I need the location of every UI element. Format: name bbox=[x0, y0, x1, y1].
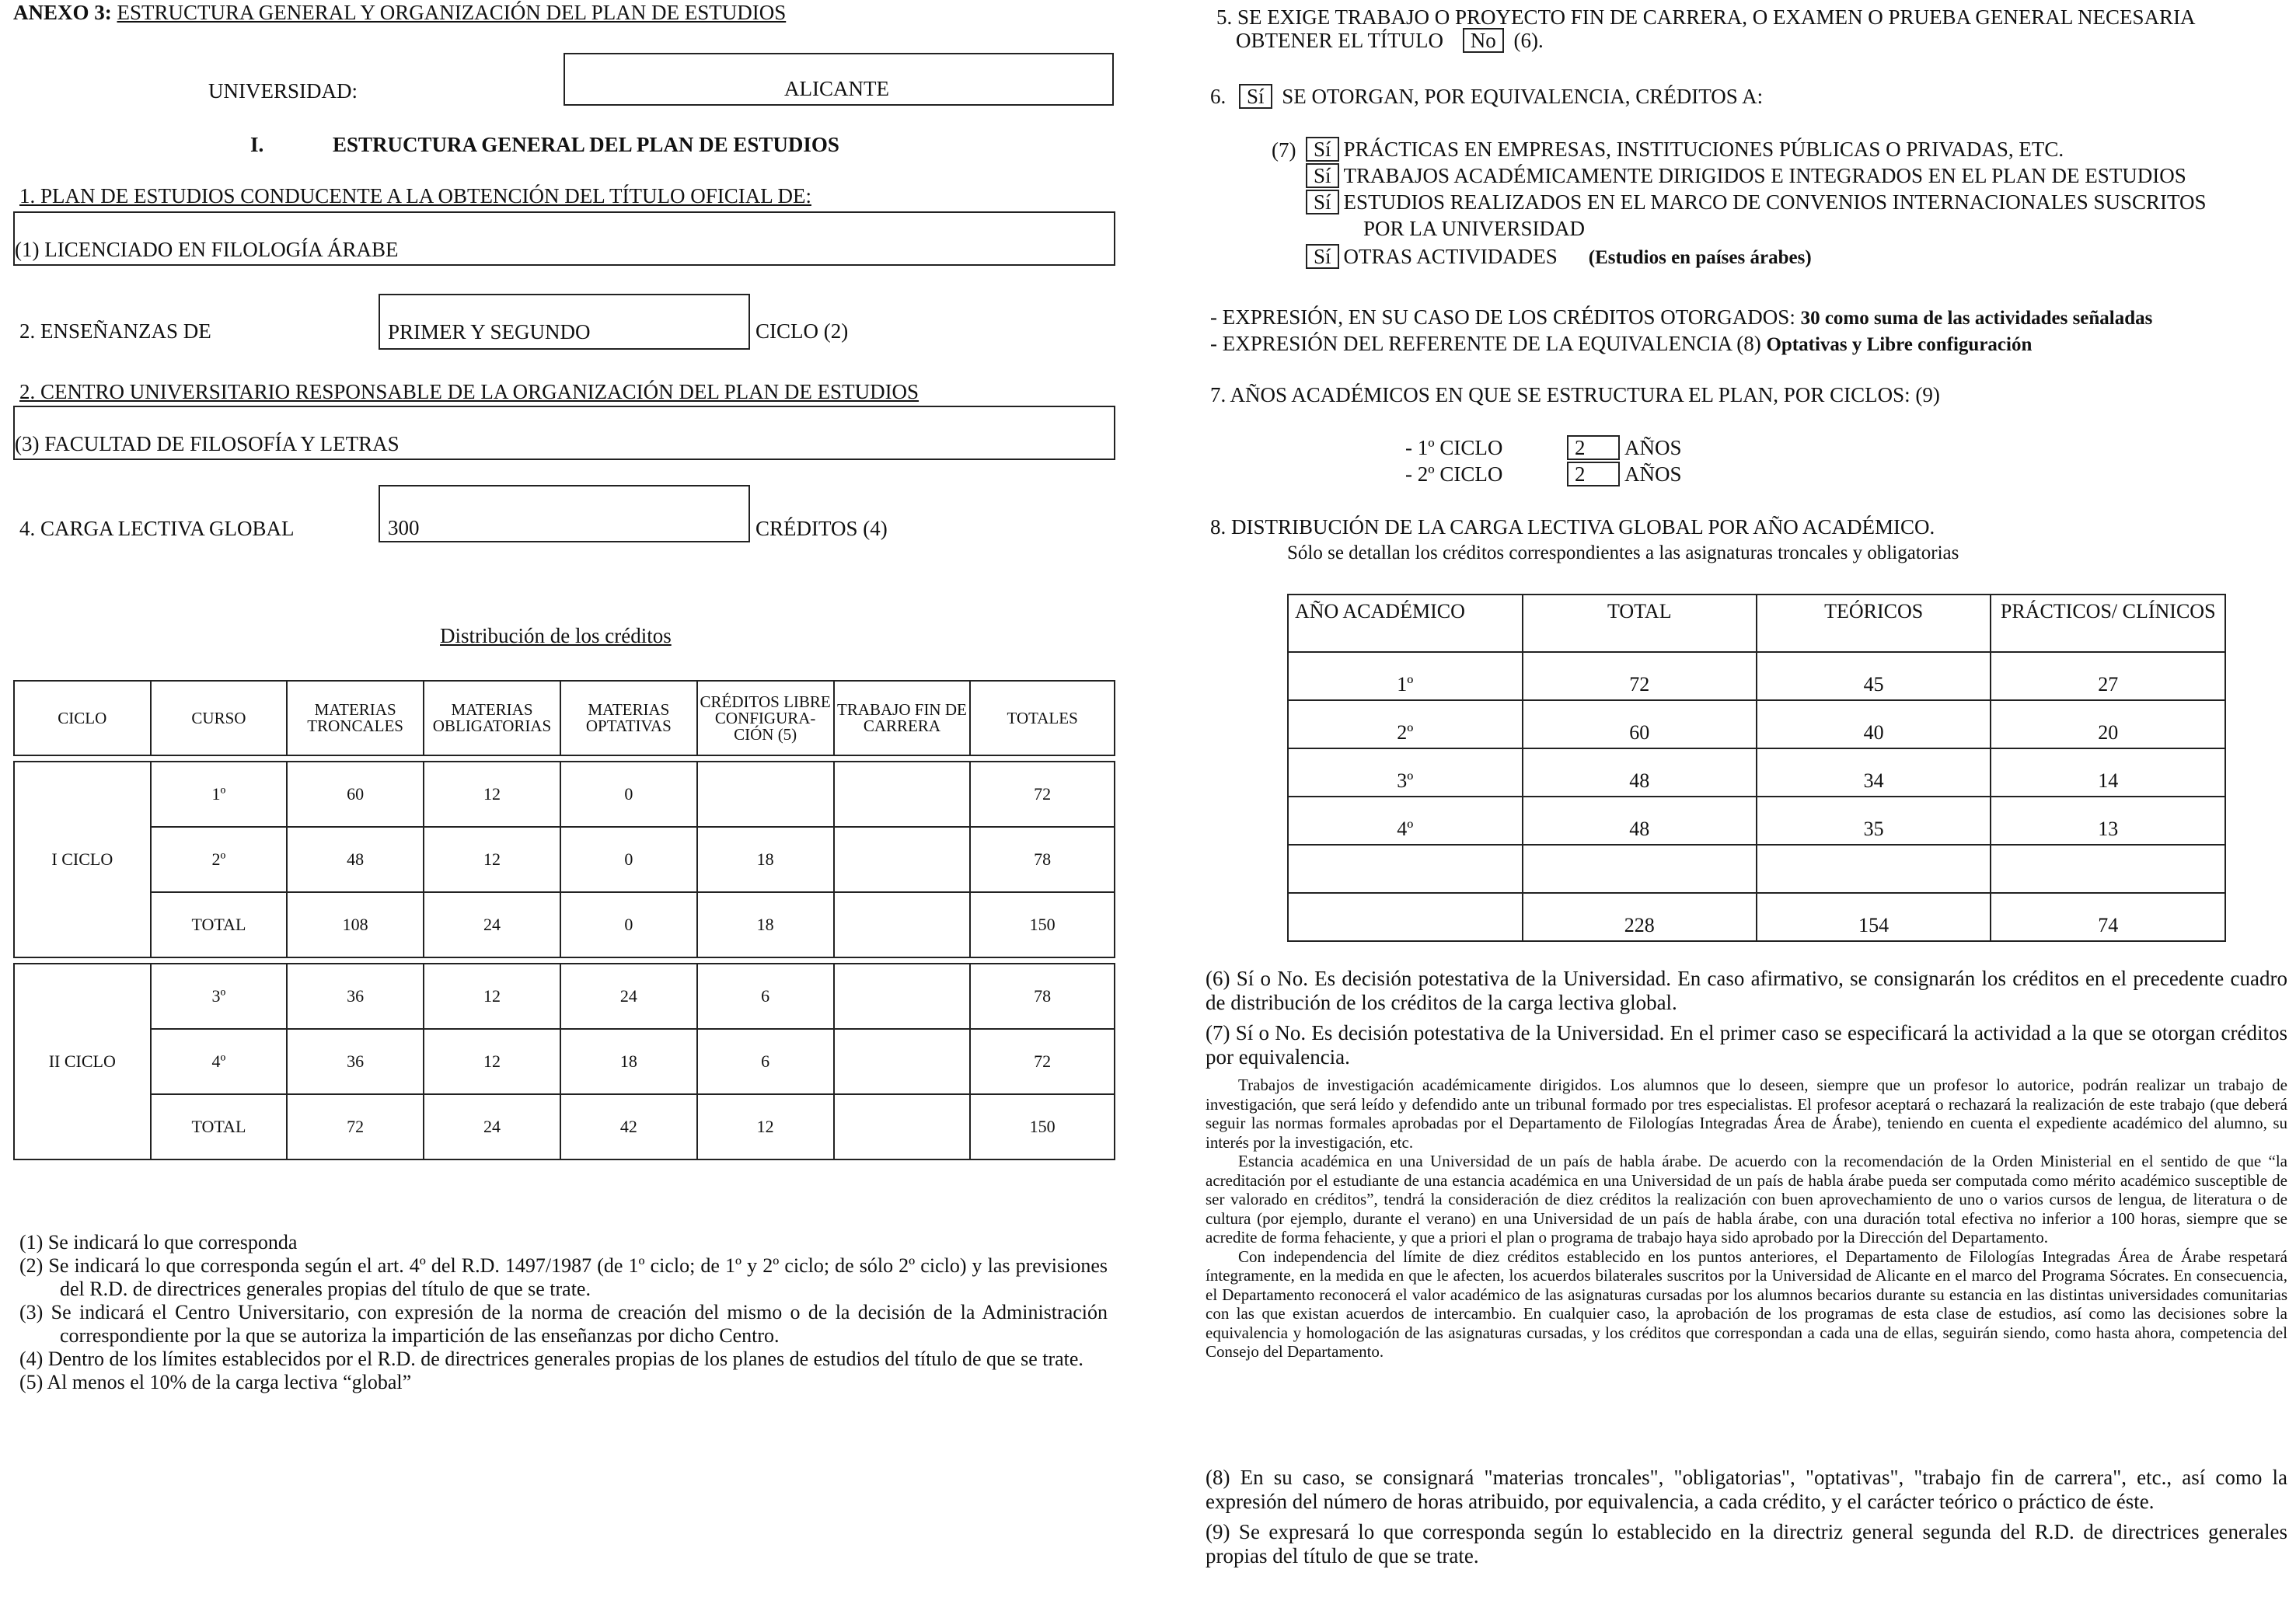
header-teoricos: TEÓRICOS bbox=[1757, 595, 1991, 652]
cycle-row bbox=[1405, 462, 1682, 486]
table-row bbox=[14, 1094, 1115, 1159]
item7-label: 7. AÑOS ACADÉMICOS EN QUE SE ESTRUCTURA EL PLAN, POR CICLOS: (9) bbox=[1210, 383, 1940, 406]
table-cell: 35 bbox=[1757, 797, 1991, 845]
table-cell: 36 bbox=[287, 1029, 424, 1094]
table-cell: 228 bbox=[1523, 893, 1757, 941]
list-item bbox=[1306, 163, 2207, 190]
footnote-2: (2) Se indicará lo que corresponda según el art. 4º del R.D. 1497/1987 (de 1º ciclo; de 1º y 2º ciclo; de sólo 2º ciclo) y las previsiones del R.D. de directrices generales propias del título de que se trate. bbox=[19, 1254, 1108, 1300]
equiv-mark: Sí bbox=[1306, 190, 1339, 214]
table-cell: 18 bbox=[697, 892, 834, 957]
cycle-label: - 2º CICLO bbox=[1405, 462, 1503, 486]
table-cell: 1º bbox=[1288, 652, 1523, 700]
header-libre-configuracion: CRÉDITOS LIBRE CONFIGURA-CIÓN (5) bbox=[697, 681, 834, 755]
detail-socrates: Con independencia del límite de diez créditos establecido en los puntos anteriores, el Departamento de Filologías Integradas Área de Árabe respetará íntegramente, en la medida en que le afecten, los acuerdos bilaterales suscritos por la Universidad de Alicante en el marco del Programa Sócrates. En consecuencia, el Departamento reconocerá el valor académico de las asignaturas cursadas por los alumnos becarios durante su estancia en las distintas universidades comunitarias con las que existan acuerdos de intercambio. En cualquier caso, la aprobación de los programas de esta clase de estudios, así como las decisiones sobre la equivalencia y homologación de las asignaturas cursadas, y los créditos que correspondan a cada una de ellas, seguirán siendo, como hasta ahora, competencia del Consejo del Departamento. bbox=[1206, 1247, 2287, 1361]
table-cell: 74 bbox=[1991, 893, 2225, 941]
equiv-mark: Sí bbox=[1306, 137, 1339, 162]
table-cell bbox=[834, 827, 971, 892]
equiv-mark: Sí bbox=[1306, 163, 1339, 188]
list-item bbox=[1306, 244, 2207, 270]
table-cell: 0 bbox=[560, 762, 697, 827]
table-cell: 18 bbox=[560, 1029, 697, 1094]
note-7-details bbox=[1206, 1076, 2287, 1362]
table-cell bbox=[834, 762, 971, 827]
item3-label: 2. CENTRO UNIVERSITARIO RESPONSABLE DE LA ORGANIZACIÓN DEL PLAN DE ESTUDIOS bbox=[19, 380, 919, 403]
table-cell: 20 bbox=[1991, 700, 2225, 748]
item3-value: (3) FACULTAD DE FILOSOFÍA Y LETRAS bbox=[15, 432, 400, 455]
table-row bbox=[1288, 652, 2225, 700]
detail-trabajos: Trabajos de investigación académicamente dirigidos. Los alumnos que lo deseen, siempre que un profesor lo autorice, podrán realizar un trabajo de investigación, que será leído y defendido ante un tribunal formado por tres especialistas. El profesor aceptará o rechazará la realización de este trabajo (que deberá seguir las normas formales aprobadas por el Departamento de Filologías Integradas Área de Árabe), teniendo en cuenta el expediente académico del alumno, su interés por la investigación, etc. bbox=[1206, 1076, 2287, 1152]
list-item bbox=[1306, 216, 2207, 244]
item5-line1: 5. SE EXIGE TRABAJO O PROYECTO FIN DE CARRERA, O EXAMEN O PRUEBA GENERAL NECESARIA bbox=[1216, 5, 2196, 29]
table-cell: 48 bbox=[1523, 748, 1757, 797]
cycle-cell: I CICLO bbox=[14, 762, 151, 957]
table-cell: 42 bbox=[560, 1094, 697, 1159]
table-cell bbox=[834, 1029, 971, 1094]
footnote-5: (5) Al menos el 10% de la carga lectiva “global” bbox=[19, 1371, 412, 1393]
table-cell: 3º bbox=[151, 964, 288, 1029]
table-cell: 72 bbox=[1523, 652, 1757, 700]
table-cell: 40 bbox=[1757, 700, 1991, 748]
table-cell bbox=[834, 964, 971, 1029]
distribution-title: Distribución de los créditos bbox=[440, 624, 672, 647]
header-ciclo: CICLO bbox=[14, 681, 151, 755]
table-row bbox=[1288, 700, 2225, 748]
header-total: TOTAL bbox=[1523, 595, 1757, 652]
equiv-mark: Sí bbox=[1306, 244, 1339, 269]
table-cell: 72 bbox=[970, 1029, 1115, 1094]
cycle-value: 2 bbox=[1567, 435, 1620, 460]
item6-number: 6. bbox=[1210, 85, 1227, 108]
header-curso: CURSO bbox=[151, 681, 288, 755]
table-cell: TOTAL bbox=[151, 1094, 288, 1159]
item2-suffix: CICLO (2) bbox=[755, 319, 849, 343]
cycle-value: 2 bbox=[1567, 462, 1620, 486]
annex-label: ANEXO 3: bbox=[13, 1, 112, 24]
list-item bbox=[1306, 190, 2207, 216]
table-row bbox=[1288, 748, 2225, 797]
item6-ref: (7) bbox=[1272, 138, 1296, 162]
header-troncales: MATERIAS TRONCALES bbox=[287, 681, 424, 755]
table-cell: 150 bbox=[970, 1094, 1115, 1159]
header-obligatorias: MATERIAS OBLIGATORIAS bbox=[424, 681, 560, 755]
cycle-label: - 1º CICLO bbox=[1405, 436, 1503, 459]
table-cell: 6 bbox=[697, 964, 834, 1029]
item8-label: 8. DISTRIBUCIÓN DE LA CARGA LECTIVA GLOBAL POR AÑO ACADÉMICO. bbox=[1210, 515, 1935, 539]
expr2 bbox=[1210, 331, 2032, 357]
item5-suffix: (6). bbox=[1513, 29, 1544, 52]
table-row bbox=[14, 964, 1115, 1029]
equiv-text: PRÁCTICAS EN EMPRESAS, INSTITUCIONES PÚBLICAS O PRIVADAS, ETC. bbox=[1343, 138, 2064, 161]
equiv-text: TRABAJOS ACADÉMICAMENTE DIRIGIDOS E INTEGRADOS EN EL PLAN DE ESTUDIOS bbox=[1343, 164, 2186, 187]
table-row bbox=[1288, 797, 2225, 845]
expr1 bbox=[1210, 305, 2152, 331]
table-row bbox=[14, 1029, 1115, 1094]
item4-suffix: CRÉDITOS (4) bbox=[755, 517, 888, 540]
section-title: ESTRUCTURA GENERAL DEL PLAN DE ESTUDIOS bbox=[333, 133, 839, 156]
table-cell: 13 bbox=[1991, 797, 2225, 845]
table-cell: 14 bbox=[1991, 748, 2225, 797]
item6-value-box: Sí bbox=[1239, 84, 1272, 109]
table-cell: TOTAL bbox=[151, 892, 288, 957]
table-cell: 48 bbox=[1523, 797, 1757, 845]
table-cell: 150 bbox=[970, 892, 1115, 957]
table-cell: 18 bbox=[697, 827, 834, 892]
item6-line bbox=[1210, 84, 1763, 109]
item2-field bbox=[379, 294, 750, 350]
cycle-cell: II CICLO bbox=[14, 964, 151, 1159]
table-cell: 154 bbox=[1757, 893, 1991, 941]
cycle-row bbox=[1405, 435, 1682, 460]
cycle-unit: AÑOS bbox=[1624, 462, 1682, 486]
table-cell: 78 bbox=[970, 964, 1115, 1029]
table-cell: 12 bbox=[424, 964, 560, 1029]
note-7: (7) Sí o No. Es decisión potestativa de la Universidad. En el primer caso se especificará la actividad a la que se otorgan créditos por equivalencia. bbox=[1206, 1021, 2287, 1069]
annex-title: ESTRUCTURA GENERAL Y ORGANIZACIÓN DEL PLAN DE ESTUDIOS bbox=[117, 1, 787, 24]
item1-field bbox=[13, 211, 1115, 266]
table-cell: 108 bbox=[287, 892, 424, 957]
item1-value: (1) LICENCIADO EN FILOLOGÍA ÁRABE bbox=[15, 238, 399, 261]
table-cell: 60 bbox=[287, 762, 424, 827]
footnote-4: (4) Dentro de los límites establecidos por el R.D. de directrices generales propias de los planes de estudios del título de que se trate. bbox=[19, 1348, 1083, 1370]
section-number: I. bbox=[250, 133, 264, 156]
item1-label: 1. PLAN DE ESTUDIOS CONDUCENTE A LA OBTENCIÓN DEL TÍTULO OFICIAL DE: bbox=[19, 184, 811, 207]
table-cell: 34 bbox=[1757, 748, 1991, 797]
table-cell: 12 bbox=[424, 827, 560, 892]
table-cell: 48 bbox=[287, 827, 424, 892]
header-practicos: PRÁCTICOS/ CLÍNICOS bbox=[1991, 595, 2225, 652]
table-row bbox=[14, 762, 1115, 827]
table-cell: 12 bbox=[697, 1094, 834, 1159]
expr1-value: 30 como suma de las actividades señaladas bbox=[1800, 308, 2153, 329]
item3-field bbox=[13, 406, 1115, 460]
table-cell: 4º bbox=[151, 1029, 288, 1094]
universidad-label: UNIVERSIDAD: bbox=[208, 79, 358, 103]
item4-value: 300 bbox=[388, 516, 420, 539]
item5-text: OBTENER EL TÍTULO bbox=[1236, 29, 1443, 52]
item6-text: SE OTORGAN, POR EQUIVALENCIA, CRÉDITOS A: bbox=[1282, 85, 1764, 108]
header-optativas: MATERIAS OPTATIVAS bbox=[560, 681, 697, 755]
table-row bbox=[1288, 893, 2225, 941]
equiv-text: ESTUDIOS REALIZADOS EN EL MARCO DE CONVENIOS INTERNACIONALES SUSCRITOS bbox=[1343, 190, 2207, 214]
detail-estancia: Estancia académica en una Universidad de un país de habla árabe. De acuerdo con la recomendación de la Orden Ministerial en el sentido de que “la acreditación por el estudiante de una estancia académica en una Universidad de un país de habla árabe pueda ser computada como mérito académico susceptible de ser valorado en créditos”, tendrá la consideración de diez créditos la realización con buen aprovechamiento de uno o varios cursos de lengua, de literatura o de cultura (por ejemplo, durante el verano) en una Universidad de un país de habla árabe, con una duración total efectiva no inferior a 100 horas, siempre que se acredite de forma fehaciente, y que a priori el plan o programa de trabajo haya sido aprobado por la Dirección del Departamento. bbox=[1206, 1152, 2287, 1247]
table-cell: 6 bbox=[697, 1029, 834, 1094]
expr2-value: Optativas y Libre configuración bbox=[1766, 334, 2033, 355]
table-cell: 0 bbox=[560, 827, 697, 892]
table-cell bbox=[697, 762, 834, 827]
table-cell: 0 bbox=[560, 892, 697, 957]
year-distribution-table bbox=[1287, 594, 2226, 942]
table-cell bbox=[834, 892, 971, 957]
table-cell bbox=[1757, 845, 1991, 893]
table-cell: 36 bbox=[287, 964, 424, 1029]
table-cell: 12 bbox=[424, 762, 560, 827]
table-row bbox=[14, 892, 1115, 957]
header-ano: AÑO ACADÉMICO bbox=[1288, 595, 1523, 652]
table-cell bbox=[1523, 845, 1757, 893]
expr2-label: - EXPRESIÓN DEL REFERENTE DE LA EQUIVALENCIA (8) bbox=[1210, 332, 1761, 355]
footnote-1: (1) Se indicará lo que corresponda bbox=[19, 1231, 298, 1254]
table-cell: 72 bbox=[287, 1094, 424, 1159]
item2-value: PRIMER Y SEGUNDO bbox=[388, 320, 591, 343]
table-row bbox=[14, 827, 1115, 892]
table-cell: 2º bbox=[151, 827, 288, 892]
header-trabajo-fin-carrera: TRABAJO FIN DE CARRERA bbox=[834, 681, 971, 755]
item4-field bbox=[379, 485, 750, 542]
list-item bbox=[1306, 137, 2207, 163]
equiv-text: POR LA UNIVERSIDAD bbox=[1363, 217, 1586, 240]
table-header-row bbox=[14, 681, 1115, 755]
table-header-row bbox=[1288, 595, 2225, 652]
cycle-unit: AÑOS bbox=[1624, 436, 1682, 459]
table-cell: 2º bbox=[1288, 700, 1523, 748]
table-cell: 24 bbox=[424, 892, 560, 957]
table-cell: 12 bbox=[424, 1029, 560, 1094]
table-cell: 78 bbox=[970, 827, 1115, 892]
annex-heading bbox=[13, 0, 786, 25]
item2-label: 2. ENSEÑANZAS DE bbox=[19, 319, 211, 343]
equiv-note: (Estudios en países árabes) bbox=[1588, 247, 1812, 268]
equivalence-list bbox=[1306, 137, 2207, 270]
item5-value-box: No bbox=[1463, 28, 1504, 53]
header-totales: TOTALES bbox=[970, 681, 1115, 755]
table-cell: 24 bbox=[560, 964, 697, 1029]
credit-distribution-table bbox=[13, 680, 1115, 1160]
item5-line2 bbox=[1236, 28, 1544, 53]
table-cell bbox=[1288, 845, 1523, 893]
expr1-label: - EXPRESIÓN, EN SU CASO DE LOS CRÉDITOS OTORGADOS: bbox=[1210, 305, 1795, 329]
table-cell bbox=[834, 1094, 971, 1159]
note-6: (6) Sí o No. Es decisión potestativa de la Universidad. En caso afirmativo, se consignarán los créditos en el precedente cuadro de distribución de los créditos de la carga lectiva global. bbox=[1206, 967, 2287, 1014]
table-cell bbox=[1288, 893, 1523, 941]
table-cell: 27 bbox=[1991, 652, 2225, 700]
item4-label: 4. CARGA LECTIVA GLOBAL bbox=[19, 517, 295, 540]
item8-sub: Sólo se detallan los créditos correspondientes a las asignaturas troncales y obligatorias bbox=[1287, 542, 1959, 563]
table-cell: 24 bbox=[424, 1094, 560, 1159]
note-8: (8) En su caso, se consignará "materias troncales", "obligatorias", "optativas", "trabajo fin de carrera", etc., así como la expresión del número de horas atribuido, por equivalencia, a cada crédito, y el carácter teórico o práctico de éste. bbox=[1206, 1466, 2287, 1513]
universidad-value: ALICANTE bbox=[784, 77, 889, 100]
table-cell: 60 bbox=[1523, 700, 1757, 748]
table-cell: 1º bbox=[151, 762, 288, 827]
left-footnotes bbox=[19, 1231, 1108, 1394]
footnote-3: (3) Se indicará el Centro Universitario, con expresión de la norma de creación del mismo o de la decisión de la Administración correspondiente por la que se autoriza la impartición de las enseñanzas por dicho Centro. bbox=[19, 1301, 1108, 1347]
table-cell: 72 bbox=[970, 762, 1115, 827]
table-cell: 45 bbox=[1757, 652, 1991, 700]
table-cell: 3º bbox=[1288, 748, 1523, 797]
table-cell bbox=[1991, 845, 2225, 893]
table-row bbox=[1288, 845, 2225, 893]
universidad-field bbox=[564, 53, 1114, 106]
table-cell: 4º bbox=[1288, 797, 1523, 845]
note-9: (9) Se expresará lo que corresponda según lo establecido en la directriz general segunda del R.D. de directrices generales propias del título de que se trate. bbox=[1206, 1520, 2287, 1567]
equiv-text: OTRAS ACTIVIDADES bbox=[1343, 245, 1558, 268]
